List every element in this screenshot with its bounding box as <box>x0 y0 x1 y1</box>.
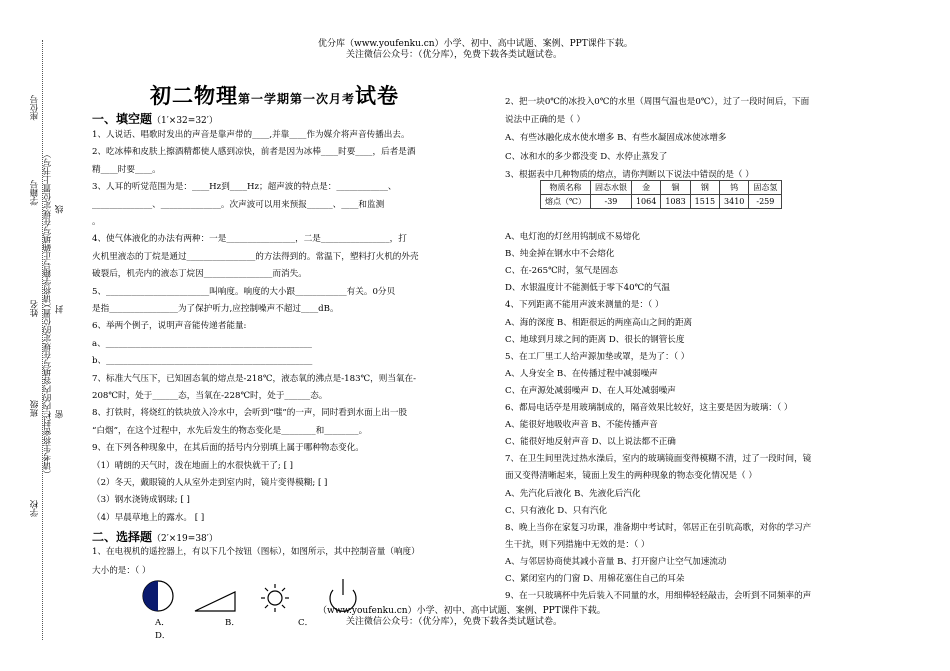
name-label: 姓名 <box>30 300 40 317</box>
question-line: ______________、______________。次声波可以用来预报______、____和监测 <box>92 199 385 210</box>
choice-q1-line-2: 大小的是：（ ） <box>92 566 151 576</box>
table-cell: -259 <box>749 195 782 209</box>
question-line: A、能很好地吸收声音 B、不能传播声音 <box>505 420 658 431</box>
question-line: 3、人耳的听觉范围为是：____Hz到____Hz；超声波的特点是：____________、 <box>92 182 397 193</box>
melting-point-table <box>540 180 782 209</box>
question-line: 是指________________为了保护听力,应控制噪声不超过____dB。 <box>92 304 339 314</box>
page-title <box>150 80 399 110</box>
question-line: 3、根据表中几种物质的熔点，请你判断以下说法中错误的是（ ） <box>505 169 754 180</box>
choice-q1-line-1: 1、在电视机的遥控器上，有以下几个按钮（图标），如图所示，其中控制音量（响度） <box>92 547 420 557</box>
line-label: 线 <box>55 205 65 214</box>
question-line: 9、在下列各种现象中，在其后面的括号内分别填上属于哪种物态变化。 <box>92 443 364 454</box>
ramp-triangle-icon <box>195 592 235 611</box>
seal-label: 封 <box>55 305 65 314</box>
sun-brightness-icon <box>261 584 289 612</box>
question-line: 说法中正确的是（ ） <box>505 115 586 126</box>
class-label: 班级 <box>30 400 40 417</box>
question-line: C、冰和水的多少都没变 D、水停止蒸发了 <box>505 151 668 162</box>
question-line: 9、在一只玻璃杯中先后装入不同量的水，用细棒轻轻敲击，会听到不同频率的声 <box>505 591 812 602</box>
question-line: 5、________________________叫响度。响度的大小跟____________有关。0分贝 <box>92 286 396 297</box>
question-line: 8、晚上当你在家复习功课，准备期中考试时，邻居正在引吭高歌，对你的学习产 <box>505 522 812 533</box>
half-circle-icon <box>143 581 173 611</box>
choice-q1-option-d: D． <box>155 631 171 641</box>
question-line: a、________________________________________________ <box>92 338 312 349</box>
question-line: C、地球到月球之间的距离 D、很长的钢管长度 <box>505 334 685 345</box>
choice-q1-option-c: C． <box>298 618 314 628</box>
table-cell: 1515 <box>690 195 719 209</box>
question-line: A、海的深度 B、相距很远的两座高山之间的距离 <box>505 317 693 328</box>
question-line: 1、人说话、唱歌时发出的声音是靠声带的____,并靠____作为媒介将声音传播出去。 <box>92 130 410 140</box>
question-line: 4、下列距离不能用声波来测量的是：（ ） <box>505 300 664 311</box>
question-line: （1）晴朗的天气时，泼在地面上的水很快就干了; [ ] <box>92 460 294 471</box>
table-row <box>541 195 782 209</box>
title-sub: 第一学期第一次月考 <box>238 92 356 106</box>
section-fill-in-label: 一、填空题 <box>92 112 153 126</box>
question-line: 208℃时，处于______态，当氧在-228℃时，处于______态。 <box>92 391 328 401</box>
table-cell: -39 <box>590 195 631 209</box>
student-number-label: 学籍号 <box>30 180 40 206</box>
question-line: A、与邻居协商使其减小音量 B、打开窗户让空气加速流动 <box>505 556 727 567</box>
footer-line-1: （www.youfenku.cn）小学、初中、高中试题、案例、PPT课件下载。 <box>318 606 606 616</box>
question-line: D、水银温度计不能测低于零下40℃的气温 <box>505 283 670 294</box>
choice-q1-option-b: B． <box>225 618 240 628</box>
question-line: A、先汽化后液化 B、先液化后汽化 <box>505 488 641 499</box>
table-header-cell: 固态氢 <box>749 181 782 195</box>
section-choice-label: 二、选择题 <box>92 530 153 544</box>
title-main-2: 试卷 <box>355 83 400 108</box>
question-line: 火机里液态的丁烷是通过________________的方法得到的。常温下，塑料打火机的外壳 <box>92 251 419 262</box>
question-line: 破裂后，机壳内的液态丁烷因________________而消失。 <box>92 269 307 280</box>
seal-label-2: 密 <box>55 410 65 419</box>
section-fill-in <box>92 110 218 127</box>
question-line: “白烟”，在这个过程中，水先后发生的物态变化是________和________。 <box>92 425 368 436</box>
table-header-cell: 铜 <box>661 181 690 195</box>
table-header-cell: 钨 <box>720 181 749 195</box>
question-line: 7、标准大气压下，已知固态氧的熔点是-218℃，液态氧的沸点是-183℃，则当氧在- <box>92 373 417 384</box>
question-line: b、________________________________________________ <box>92 356 313 367</box>
question-line: C、在-265℃时，氢气是固态 <box>505 266 618 277</box>
table-header-row <box>541 181 782 195</box>
seat-number-label: 座位号 <box>30 95 40 121</box>
table-cell: 1064 <box>631 195 660 209</box>
table-cell: 3410 <box>720 195 749 209</box>
question-line: 精____时要____。 <box>92 164 161 175</box>
binding-note-1: （请将学籍号正确填写在规定位置上书写） <box>43 150 53 312</box>
question-line: （4）早晨草地上的露水。 [ ] <box>92 512 205 523</box>
question-line: 8、打铁时，将烧红的铁块放入冷水中，会听到“嗤”的一声，同时看到水面上出一股 <box>92 408 408 419</box>
table-header-cell: 物质名称 <box>541 181 591 195</box>
question-line: A、有些冰融化成水使水增多 B、有些水凝固成冰使冰增多 <box>505 133 727 144</box>
question-line: A、人身安全 B、在传播过程中减弱噪声 <box>505 368 658 379</box>
binding-note-2: （请考生将密封栏内的内容填写在规定的位置） <box>43 300 53 479</box>
choice-q1-option-a: A． <box>155 618 170 628</box>
header-line-2: 关注微信公众号：（优分库），免费下载各类试题试卷。 <box>346 50 563 60</box>
question-line: C、紧闭室内的门窗 D、用棉花塞住自己的耳朵 <box>505 574 685 584</box>
table-header-cell: 固态水银 <box>590 181 631 195</box>
question-line: （2）冬天，戴眼镜的人从室外走到室内时，镜片变得模糊; [ ] <box>92 478 328 488</box>
question-line: 生干扰，则下列措施中无效的是：（ ） <box>505 539 650 550</box>
question-line: （3）钢水浇铸成钢球; [ ] <box>92 495 190 506</box>
question-line: C、在声源处减弱噪声 D、在人耳处减弱噪声 <box>505 385 676 396</box>
question-line: 2、吃冰棒和皮肤上擦酒精都使人感到凉快，前者是因为冰棒____时要____，后者是酒 <box>92 147 416 158</box>
table-cell: 1083 <box>661 195 690 209</box>
table-header-cell: 钢 <box>690 181 719 195</box>
question-line: 5、在工厂里工人给声源加垫或罩，是为了：（ ） <box>505 351 690 362</box>
section-choice <box>92 528 218 545</box>
question-line: 7、在卫生间里洗过热水澡后，室内的玻璃镜面变得模糊不清，过了一段时间，镜 <box>505 454 812 465</box>
school-label: 学校 <box>30 500 40 517</box>
question-line: 6、都局电话亭是用玻璃制成的，隔音效果比较好，这主要是因为玻璃：（ ） <box>505 403 793 413</box>
title-main-1: 初二物理 <box>150 83 238 108</box>
question-line: A、电灯泡的灯丝用钨制成不易熔化 <box>505 232 641 242</box>
question-line: 面又变得清晰起来，镜面上发生的两种现象的物态变化情况是（ ） <box>505 471 757 482</box>
table-cell: 熔点（℃） <box>541 195 591 209</box>
question-line: 2、把一块0℃的冰投入0℃的水里（周围气温也是0℃），过了一段时间后，下面 <box>505 97 810 107</box>
table-header-cell: 金 <box>631 181 660 195</box>
section-choice-score: （2′×19=38′） <box>152 534 218 544</box>
question-line: C、只有液化 D、只有汽化 <box>505 505 608 516</box>
section-fill-in-score: （1′×32=32′） <box>152 116 218 126</box>
question-line: 4、使气体液化的办法有两种：一是________________，二是________________，打 <box>92 234 407 245</box>
question-line: C、能很好地反射声音 D、以上说法都不正确 <box>505 437 676 448</box>
question-line: B、纯金掉在钢水中不会熔化 <box>505 249 615 260</box>
header-line-1: 优分库（www.youfenku.cn）小学、初中、高中试题、案例、PPT课件下载。 <box>318 39 633 49</box>
question-line: 6、举两个例子，说明声音能传递者能量: <box>92 321 247 332</box>
question-line: 。 <box>92 217 101 227</box>
footer-line-2: 关注微信公众号：（优分库），免费下载各类试题试卷。 <box>346 617 563 627</box>
